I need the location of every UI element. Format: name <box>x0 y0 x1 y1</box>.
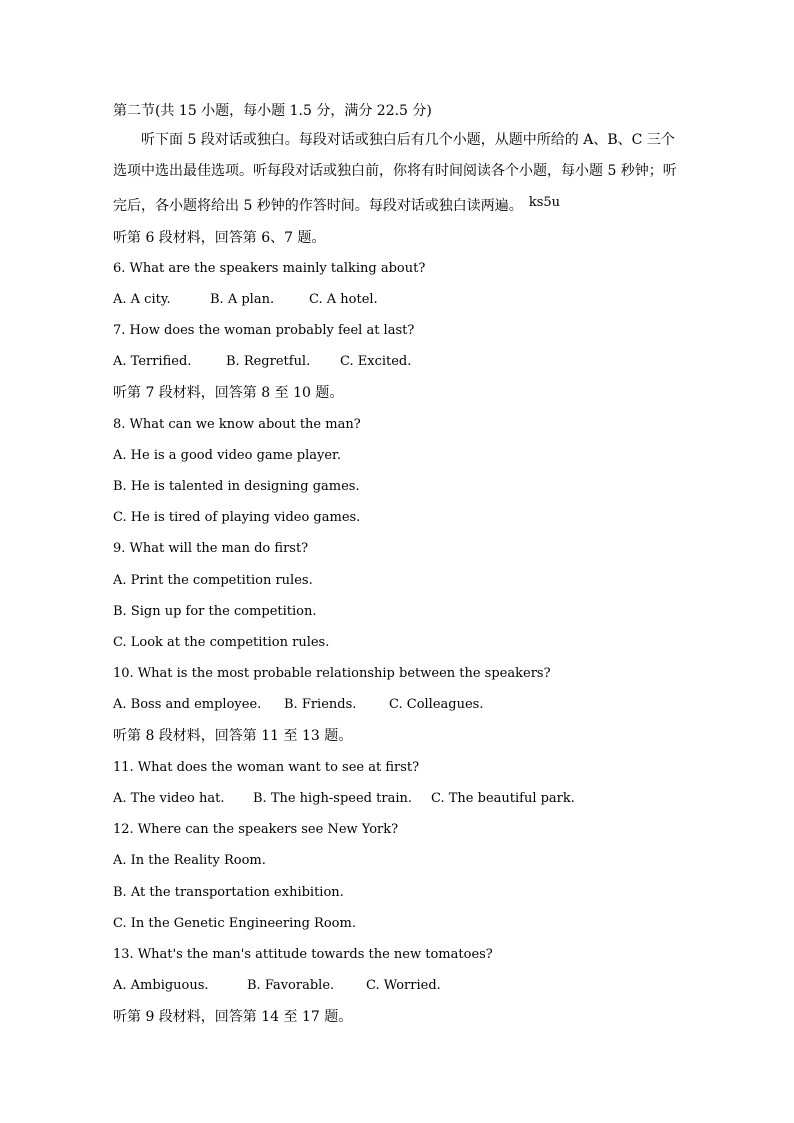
option-12c: C. In the Genetic Engineering Room. <box>113 916 356 931</box>
option-7a: A. Terrified. <box>113 354 192 369</box>
question-6: 6. What are the speakers mainly talking about? <box>113 261 426 276</box>
option-9a: A. Print the competition rules. <box>113 573 313 588</box>
question-12: 12. Where can the speakers see New York? <box>113 822 399 837</box>
question-7: 7. How does the woman probably feel at last? <box>113 323 415 338</box>
question-11: 11. What does the woman want to see at first? <box>113 760 420 775</box>
option-11c: C. The beautiful park. <box>431 791 575 806</box>
group-heading-9: 听第 9 段材料，回答第 14 至 17 题。 <box>113 1009 353 1025</box>
option-9c: C. Look at the competition rules. <box>113 635 330 650</box>
question-9: 9. What will the man do first? <box>113 541 309 556</box>
option-8c: C. He is tired of playing video games. <box>113 510 361 525</box>
option-7c: C. Excited. <box>340 354 412 369</box>
option-8b: B. He is talented in designing games. <box>113 479 360 494</box>
question-10: 10. What is the most probable relationship between the speakers? <box>113 666 551 681</box>
option-10b: B. Friends. <box>284 697 357 712</box>
options-10 <box>113 697 483 713</box>
option-12b: B. At the transportation exhibition. <box>113 885 344 900</box>
option-6c: C. A hotel. <box>309 292 378 307</box>
group-heading-7: 听第 7 段材料，回答第 8 至 10 题。 <box>113 385 344 401</box>
options-6 <box>113 292 378 308</box>
option-13a: A. Ambiguous. <box>113 978 209 993</box>
group-heading-6: 听第 6 段材料，回答第 6、7 题。 <box>113 230 326 246</box>
option-10a: A. Boss and employee. <box>113 697 262 712</box>
watermark: ks5u <box>528 195 561 210</box>
options-7 <box>113 354 411 370</box>
instructions-paragraph <box>113 125 683 222</box>
option-11a: A. The video hat. <box>113 791 225 806</box>
option-12a: A. In the Reality Room. <box>113 853 266 868</box>
option-13b: B. Favorable. <box>247 978 335 993</box>
question-8: 8. What can we know about the man? <box>113 417 361 432</box>
instructions-text: 听下面 5 段对话或独白。每段对话或独白后有几个小题，从题中所给的 A、B、C 三个选项中选出最佳选项。听每段对话或独白前，你将有时间阅读各个小题，每小题 5 秒钟；听完后，各小题将给出 5 秒钟的作答时间。每段对话或独白读两遍。 <box>113 132 677 214</box>
option-6a: A. A city. <box>113 292 171 307</box>
option-13c: C. Worried. <box>366 978 441 993</box>
options-11 <box>113 791 575 807</box>
option-11b: B. The high-speed train. <box>253 791 412 806</box>
question-13: 13. What's the man's attitude towards the new tomatoes? <box>113 947 493 962</box>
option-10c: C. Colleagues. <box>389 697 484 712</box>
options-13 <box>113 978 441 994</box>
option-8a: A. He is a good video game player. <box>113 448 341 463</box>
option-6b: B. A plan. <box>210 292 275 307</box>
option-7b: B. Regretful. <box>226 354 311 369</box>
section-header: 第二节(共 15 小题，每小题 1.5 分，满分 22.5 分) <box>113 103 432 119</box>
option-9b: B. Sign up for the competition. <box>113 604 317 619</box>
group-heading-8: 听第 8 段材料，回答第 11 至 13 题。 <box>113 728 353 744</box>
